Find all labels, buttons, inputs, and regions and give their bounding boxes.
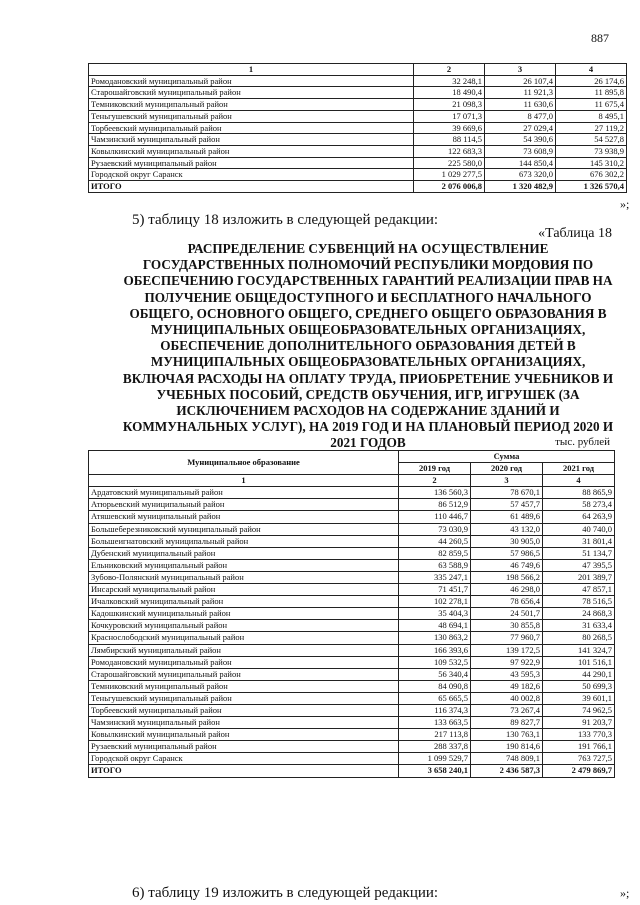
table-row (89, 753, 615, 765)
cell-name: Темниковский муниципальный район (89, 99, 414, 111)
cell-value: 63 588,9 (399, 559, 471, 571)
table-18-label: «Таблица 18 (538, 226, 612, 241)
cell-name: Ельниковский муниципальный район (89, 559, 399, 571)
cell-value: 116 374,3 (399, 704, 471, 716)
table-18-title: РАСПРЕДЕЛЕНИЕ СУБВЕНЦИЙ НА ОСУЩЕСТВЛЕНИЕ ГОСУДАРСТВЕННЫХ ПОЛНОМОЧИЙ РЕСПУБЛИКИ МОРДОВИЯ ПО ОБЕСПЕЧЕНИЮ ГОСУДАРСТВЕННЫХ ГАРАНТИЙ РЕАЛИЗАЦИИ ПРАВ НА ПОЛУЧЕНИЕ ОБЩЕДОСТУПНОГО И БЕСПЛАТНОГО НАЧАЛЬНОГО ОБЩЕГО, ОСНОВНОГО ОБЩЕГО, СРЕДНЕГО ОБЩЕГО ОБРАЗОВАНИЯ В МУНИЦИПАЛЬНЫХ ОБЩЕОБРАЗОВАТЕЛЬНЫХ ОРГАНИЗАЦИЯХ, ОБЕСПЕЧЕНИЕ ДОПОЛНИТЕЛЬНОГО ОБРАЗОВАНИЯ ДЕТЕЙ В МУНИЦИПАЛЬНЫХ ОБЩЕОБРАЗОВАТЕЛЬНЫХ ОРГАНИЗАЦИЯХ, ВКЛЮЧАЯ РАСХОДЫ НА ОПЛАТУ ТРУДА, ПРИОБРЕТЕНИЕ УЧЕБНИКОВ И УЧЕБНЫХ ПОСОБИЙ, СРЕДСТВ ОБУЧЕНИЯ, ИГР, ИГРУШЕК (ЗА ИСКЛЮЧЕНИЕМ РАСХОДОВ НА СОДЕРЖАНИЕ ЗДАНИЙ И КОММУНАЛЬНЫХ УСЛУГ), НА 2019 ГОД И НА ПЛАНОВЫЙ ПЕРИОД 2020 И 2021 ГОДОВ (122, 241, 614, 451)
cell-value: 141 324,7 (543, 644, 615, 656)
cell-name: Кадошкинский муниципальный район (89, 608, 399, 620)
cell-value: 136 560,3 (399, 487, 471, 499)
cell-value: 61 489,6 (471, 511, 543, 523)
cell-value: 166 393,6 (399, 644, 471, 656)
table-row (89, 547, 615, 559)
table-row (89, 620, 615, 632)
page-number: 887 (591, 31, 609, 45)
cell-value: 57 986,5 (471, 547, 543, 559)
cell-value: 8 477,0 (485, 110, 556, 122)
cell-value: 1 320 482,9 (485, 181, 556, 193)
table-row (89, 729, 615, 741)
cell-value: 2 479 869,7 (543, 765, 615, 777)
cell-value: 86 512,9 (399, 499, 471, 511)
cell-value: 50 699,3 (543, 680, 615, 692)
cell-name: Городской округ Саранск (89, 753, 399, 765)
cell-value: 49 182,6 (471, 680, 543, 692)
cell-value: 73 030,9 (399, 523, 471, 535)
header-municipality: Муниципальное образование (89, 451, 399, 475)
cell-name: Атяшевский муниципальный район (89, 511, 399, 523)
table-row (89, 571, 615, 583)
cell-value: 17 071,3 (414, 110, 485, 122)
cell-value: 26 174,6 (556, 75, 627, 87)
cell-value: 139 172,5 (471, 644, 543, 656)
cell-value: 144 850,4 (485, 157, 556, 169)
table-row (89, 692, 615, 704)
cell-name: Атюрьевский муниципальный район (89, 499, 399, 511)
cell-value: 130 863,2 (399, 632, 471, 644)
table-row (89, 87, 627, 99)
table-header-row (89, 64, 627, 76)
cell-value: 110 446,7 (399, 511, 471, 523)
cell-name: Большеберезниковский муниципальный район (89, 523, 399, 535)
cell-name: Ромодановский муниципальный район (89, 75, 414, 87)
table-row (89, 134, 627, 146)
cell-value: 78 656,4 (471, 596, 543, 608)
cell-value: 65 665,5 (399, 692, 471, 704)
cell-value: 39 669,6 (414, 122, 485, 134)
table-18-closing-quote: »; (620, 886, 630, 900)
cell-value: 74 962,5 (543, 704, 615, 716)
cell-name: Городской округ Саранск (89, 169, 414, 181)
cell-value: 31 801,4 (543, 535, 615, 547)
cell-value: 748 809,1 (471, 753, 543, 765)
cell-value: 1 029 277,5 (414, 169, 485, 181)
cell-name: Лямбирский муниципальный район (89, 644, 399, 656)
cell-value: 73 267,4 (471, 704, 543, 716)
cell-name: Инсарский муниципальный район (89, 584, 399, 596)
cell-value: 18 490,4 (414, 87, 485, 99)
table-row (89, 99, 627, 111)
table-row (89, 656, 615, 668)
cell-value: 1 099 529,7 (399, 753, 471, 765)
table-row (89, 584, 615, 596)
cell-value: 21 098,3 (414, 99, 485, 111)
table-row (89, 487, 615, 499)
table-row (89, 523, 615, 535)
table-row (89, 559, 615, 571)
cell-value: 48 694,1 (399, 620, 471, 632)
cell-value: 77 960,7 (471, 632, 543, 644)
cell-name: Теньгушевский муниципальный район (89, 692, 399, 704)
cell-name: Ардатовский муниципальный район (89, 487, 399, 499)
cell-name: ИТОГО (89, 765, 399, 777)
cell-name: Ичалковский муниципальный район (89, 596, 399, 608)
cell-value: 225 580,0 (414, 157, 485, 169)
table-row (89, 741, 615, 753)
cell-value: 73 608,9 (485, 145, 556, 157)
cell-value: 32 248,1 (414, 75, 485, 87)
table-18 (88, 450, 615, 778)
cell-value: 51 134,7 (543, 547, 615, 559)
cell-value: 109 532,5 (399, 656, 471, 668)
cell-value: 40 740,0 (543, 523, 615, 535)
cell-value: 58 273,4 (543, 499, 615, 511)
table-row (89, 157, 627, 169)
table-row (89, 122, 627, 134)
cell-value: 2 076 006,8 (414, 181, 485, 193)
cell-value: 763 727,5 (543, 753, 615, 765)
cell-name: Торбеевский муниципальный район (89, 122, 414, 134)
cell-value: 47 857,1 (543, 584, 615, 596)
cell-value: 3 (485, 64, 556, 76)
header-year-2019: 2019 год (399, 463, 471, 475)
cell-value: 191 766,1 (543, 741, 615, 753)
table-18-numbers-row (89, 475, 615, 487)
cell-value: 30 855,8 (471, 620, 543, 632)
cell-value: 31 633,4 (543, 620, 615, 632)
cell-value: 84 090,8 (399, 680, 471, 692)
cell-name: Чамзинский муниципальный район (89, 717, 399, 729)
cell-value: 288 337,8 (399, 741, 471, 753)
cell-value: 64 263,9 (543, 511, 615, 523)
cell-value: 198 566,2 (471, 571, 543, 583)
cell-name: Краснослободский муниципальный район (89, 632, 399, 644)
table-row (89, 668, 615, 680)
table-row (89, 110, 627, 122)
cell-value: 44 290,1 (543, 668, 615, 680)
cell-value: 11 675,4 (556, 99, 627, 111)
col-number: 2 (399, 475, 471, 487)
table-row (89, 75, 627, 87)
cell-value: 78 516,5 (543, 596, 615, 608)
cell-value: 71 451,7 (399, 584, 471, 596)
instruction-6: 6) таблицу 19 изложить в следующей редакции: (132, 885, 439, 901)
cell-name: Теньгушевский муниципальный район (89, 110, 414, 122)
cell-name: Ковылкинский муниципальный район (89, 145, 414, 157)
cell-value: 8 495,1 (556, 110, 627, 122)
cell-value: 145 310,2 (556, 157, 627, 169)
cell-value: 57 457,7 (471, 499, 543, 511)
table-row (89, 169, 627, 181)
cell-value: 43 132,0 (471, 523, 543, 535)
table-row (89, 145, 627, 157)
cell-value: 122 683,3 (414, 145, 485, 157)
cell-value: 217 113,8 (399, 729, 471, 741)
cell-value: 4 (556, 64, 627, 76)
cell-name: Рузаевский муниципальный район (89, 157, 414, 169)
cell-value: 46 298,0 (471, 584, 543, 596)
cell-value: 676 302,2 (556, 169, 627, 181)
cell-value: 2 (414, 64, 485, 76)
table-row (89, 499, 615, 511)
col-number: 3 (471, 475, 543, 487)
cell-value: 39 601,1 (543, 692, 615, 704)
cell-value: 133 663,5 (399, 717, 471, 729)
table-row (89, 644, 615, 656)
cell-name: Зубово-Полянский муниципальный район (89, 571, 399, 583)
cell-value: 82 859,5 (399, 547, 471, 559)
cell-value: 78 670,1 (471, 487, 543, 499)
cell-value: 101 516,1 (543, 656, 615, 668)
cell-value: 11 630,6 (485, 99, 556, 111)
table-17-continued (88, 63, 627, 193)
cell-value: 97 922,9 (471, 656, 543, 668)
table-row (89, 535, 615, 547)
cell-value: 102 278,1 (399, 596, 471, 608)
cell-name: Ковылкинский муниципальный район (89, 729, 399, 741)
table-total-row (89, 181, 627, 193)
cell-value: 47 395,5 (543, 559, 615, 571)
cell-value: 24 868,3 (543, 608, 615, 620)
table-row (89, 511, 615, 523)
cell-name: Рузаевский муниципальный район (89, 741, 399, 753)
header-year-2021: 2021 год (543, 463, 615, 475)
cell-value: 54 390,6 (485, 134, 556, 146)
cell-value: 44 260,5 (399, 535, 471, 547)
cell-value: 335 247,1 (399, 571, 471, 583)
cell-value: 80 268,5 (543, 632, 615, 644)
instruction-5: 5) таблицу 18 изложить в следующей редакции: (132, 212, 439, 228)
table-row (89, 704, 615, 716)
cell-value: 89 827,7 (471, 717, 543, 729)
cell-name: Торбеевский муниципальный район (89, 704, 399, 716)
cell-value: 26 107,4 (485, 75, 556, 87)
units-label: тыс. рублей (555, 436, 610, 448)
cell-value: 35 404,3 (399, 608, 471, 620)
cell-value: 133 770,3 (543, 729, 615, 741)
cell-value: 1 326 570,4 (556, 181, 627, 193)
cell-name: Старошайговский муниципальный район (89, 668, 399, 680)
cell-name: Кочкуровский муниципальный район (89, 620, 399, 632)
cell-value: 190 814,6 (471, 741, 543, 753)
table-18-header-row (89, 451, 615, 463)
cell-name: Ромодановский муниципальный район (89, 656, 399, 668)
cell-value: 201 389,7 (543, 571, 615, 583)
cell-value: 88 865,9 (543, 487, 615, 499)
cell-value: 2 436 587,3 (471, 765, 543, 777)
cell-value: 43 595,3 (471, 668, 543, 680)
cell-value: 673 320,0 (485, 169, 556, 181)
table-row (89, 596, 615, 608)
table-row (89, 680, 615, 692)
cell-value: 88 114,5 (414, 134, 485, 146)
table-17-closing-quote: »; (620, 197, 630, 211)
cell-value: 3 658 240,1 (399, 765, 471, 777)
table-total-row (89, 765, 615, 777)
cell-name: Темниковский муниципальный район (89, 680, 399, 692)
cell-value: 40 002,8 (471, 692, 543, 704)
table-row (89, 717, 615, 729)
cell-value: 24 501,7 (471, 608, 543, 620)
cell-value: 130 763,1 (471, 729, 543, 741)
cell-name: 1 (89, 64, 414, 76)
cell-value: 27 029,4 (485, 122, 556, 134)
cell-value: 91 203,7 (543, 717, 615, 729)
cell-value: 56 340,4 (399, 668, 471, 680)
cell-value: 46 749,6 (471, 559, 543, 571)
header-sum: Сумма (399, 451, 615, 463)
cell-value: 73 938,9 (556, 145, 627, 157)
col-number: 4 (543, 475, 615, 487)
cell-name: Старошайговский муниципальный район (89, 87, 414, 99)
cell-name: ИТОГО (89, 181, 414, 193)
cell-value: 54 527,8 (556, 134, 627, 146)
col-number: 1 (89, 475, 399, 487)
cell-name: Большеигнатовский муниципальный район (89, 535, 399, 547)
cell-name: Дубенский муниципальный район (89, 547, 399, 559)
cell-value: 30 905,0 (471, 535, 543, 547)
table-row (89, 608, 615, 620)
cell-name: Чамзинский муниципальный район (89, 134, 414, 146)
cell-value: 11 921,3 (485, 87, 556, 99)
cell-value: 27 119,2 (556, 122, 627, 134)
header-year-2020: 2020 год (471, 463, 543, 475)
table-row (89, 632, 615, 644)
cell-value: 11 895,8 (556, 87, 627, 99)
